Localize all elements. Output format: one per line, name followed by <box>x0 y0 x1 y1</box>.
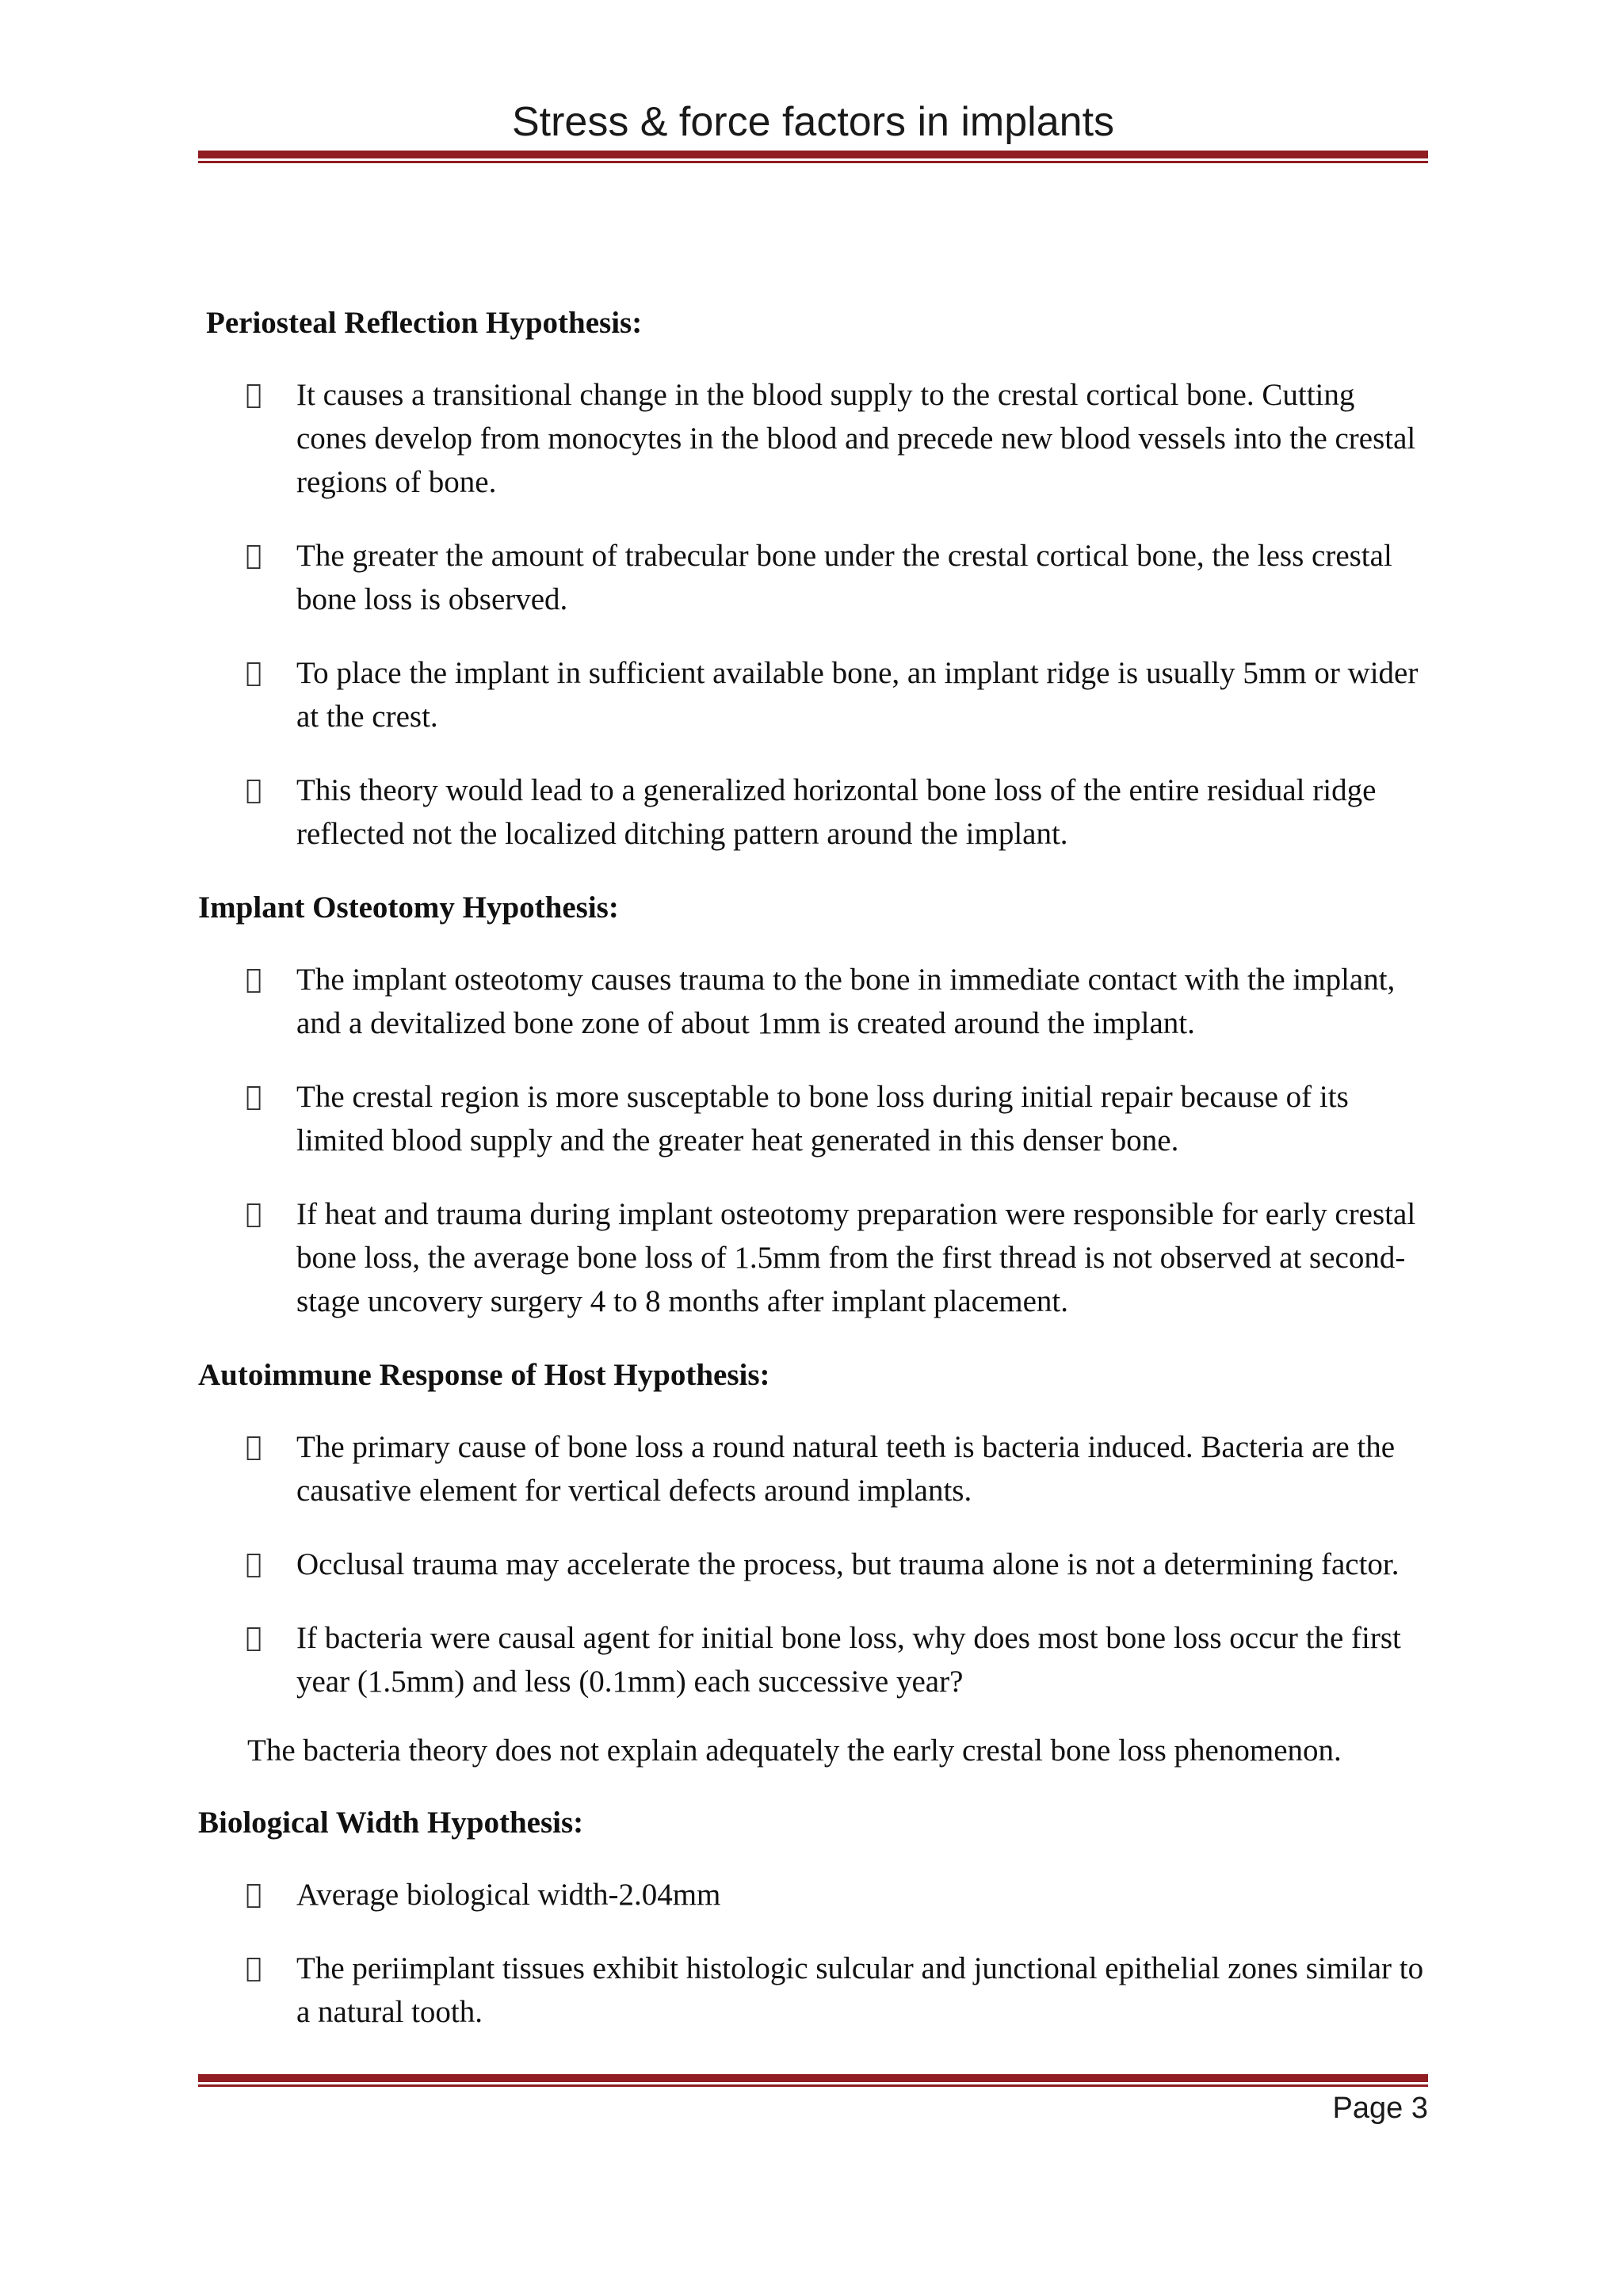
section-heading: Implant Osteotomy Hypothesis: <box>198 891 619 925</box>
bullet-item <box>198 1873 1428 1917</box>
bullet-marker-icon <box>246 958 262 1001</box>
bullet-text: This theory would lead to a generalized horizontal bone loss of the entire residual ridge reflected not the localized ditching pattern around the implant. <box>296 773 1377 851</box>
bullet-marker-icon <box>246 651 262 695</box>
bullet-item <box>198 1425 1428 1512</box>
section-heading: Biological Width Hypothesis: <box>198 1806 584 1840</box>
bullet-marker-icon <box>246 1192 262 1236</box>
bullet-item <box>198 1075 1428 1162</box>
bullet-text: If heat and trauma during implant osteotomy preparation were responsible for early crestal bone loss, the average bone loss of 1.5mm from the first thread is not observed at second-stage uncovery surgery 4 to 8 months after implant placement. <box>296 1197 1416 1318</box>
bullet-text: The greater the amount of trabecular bone under the crestal cortical bone, the less crestal bone loss is observed. <box>296 539 1392 616</box>
bullet-item <box>198 1543 1428 1586</box>
bullet-text: The periimplant tissues exhibit histologic sulcular and junctional epithelial zones similar to a natural tooth. <box>296 1951 1424 2029</box>
bullet-text: The crestal region is more susceptable to bone loss during initial repair because of its limited blood supply and the greater heat generated in this denser bone. <box>296 1080 1349 1158</box>
header-rule-thick <box>198 151 1428 158</box>
bullet-text: If bacteria were causal agent for initial bone loss, why does most bone loss occur the first year (1.5mm) and less (0.1mm) each successive year? <box>296 1621 1401 1699</box>
bullet-marker-icon <box>246 1075 262 1119</box>
bullet-marker-icon <box>246 1873 262 1917</box>
bullet-text: Average biological width-2.04mm <box>296 1878 721 1912</box>
bullet-item <box>198 769 1428 856</box>
bullet-marker-icon <box>246 373 262 417</box>
bullet-item <box>198 1616 1428 1703</box>
bullet-text: It causes a transitional change in the blood supply to the crestal cortical bone. Cutting cones develop from monocytes in the blood and precede new blood vessels into the crestal regions of bone. <box>296 378 1416 499</box>
bullet-item <box>198 958 1428 1045</box>
bullet-marker-icon <box>246 769 262 812</box>
bullet-marker-icon <box>246 1543 262 1586</box>
page-header-title: Stress & force factors in implants <box>511 99 1115 145</box>
bullet-marker-icon <box>246 534 262 578</box>
page-number: Page 3 <box>1332 2092 1428 2125</box>
bullet-marker-icon <box>246 1616 262 1660</box>
bullet-item <box>198 1192 1428 1323</box>
document-body <box>198 301 1428 2064</box>
header-rule-thin <box>198 161 1428 163</box>
bullet-item <box>198 651 1428 738</box>
footer-rule-thin <box>198 2084 1428 2087</box>
bullet-text: The implant osteotomy causes trauma to the bone in immediate contact with the implant, and a devitalized bone zone of about 1mm is created around the implant. <box>296 963 1396 1040</box>
section-heading: Periosteal Reflection Hypothesis: <box>206 306 643 340</box>
bullet-marker-icon <box>246 1425 262 1469</box>
bullet-item <box>198 373 1428 504</box>
bullet-marker-icon <box>246 1947 262 1990</box>
bullet-item <box>198 534 1428 621</box>
section-heading: Autoimmune Response of Host Hypothesis: <box>198 1358 770 1392</box>
bullet-item <box>198 1947 1428 2034</box>
footer-rule-thick <box>198 2074 1428 2082</box>
bullet-text: Occlusal trauma may accelerate the process, but trauma alone is not a determining factor. <box>296 1547 1400 1581</box>
bullet-text: To place the implant in sufficient available bone, an implant ridge is usually 5mm or wider at the crest. <box>296 656 1419 734</box>
section-paragraph: The bacteria theory does not explain adequately the early crestal bone loss phenomenon. <box>247 1733 1342 1768</box>
bullet-text: The primary cause of bone loss a round natural teeth is bacteria induced. Bacteria are the causative element for vertical defects around implants. <box>296 1430 1396 1508</box>
